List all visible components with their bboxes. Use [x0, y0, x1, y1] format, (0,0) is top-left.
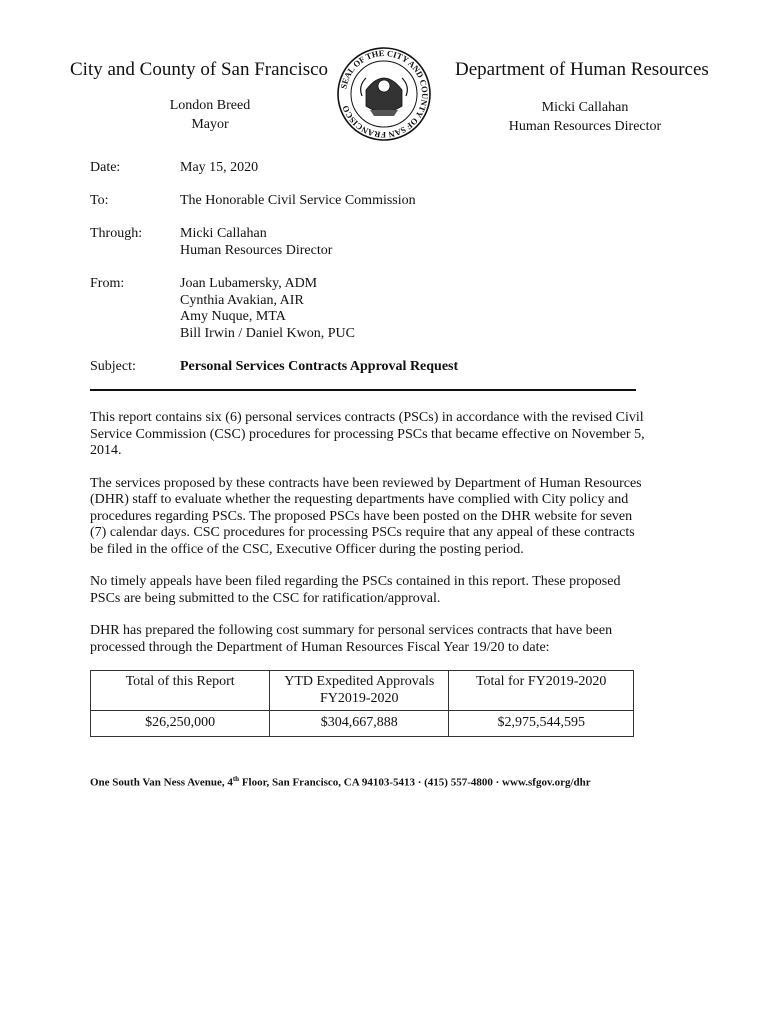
department-heading: Department of Human Resources — [455, 59, 709, 80]
cost-summary-table — [90, 670, 634, 737]
mayor-block — [140, 96, 280, 134]
footer-address — [90, 775, 591, 789]
table-cell-ytd-expedited: $304,667,888 — [270, 711, 449, 737]
table-row — [91, 711, 634, 737]
through-value — [180, 226, 332, 259]
body-paragraph: No timely appeals have been filed regarding the PSCs contained in this report. These proposed PSCs are being submitted to the CSC for ratification/approval. — [90, 574, 621, 606]
memo-body — [90, 410, 646, 672]
footer-ordinal-suffix: th — [232, 775, 240, 783]
table-cell-fy-total: $2,975,544,595 — [449, 711, 634, 737]
subject-label: Subject: — [90, 359, 136, 374]
memo-from-row — [90, 276, 650, 342]
subject-value: Personal Services Contracts Approval Request — [180, 359, 459, 374]
to-label: To: — [90, 193, 109, 208]
director-name: Micki Callahan — [541, 100, 629, 115]
column-header-line: Total of this Report — [125, 674, 235, 689]
from-label: From: — [90, 276, 125, 291]
from-line: Cynthia Avakian, AIR — [180, 292, 304, 308]
table-header-row — [91, 671, 634, 711]
mayor-name: London Breed — [169, 98, 251, 113]
to-value: The Honorable Civil Service Commission — [180, 193, 416, 208]
memo-subject-row — [90, 359, 650, 375]
footer-address-start: One South Van Ness Avenue, 4 — [90, 776, 233, 789]
through-label: Through: — [90, 226, 143, 241]
footer-address-end: Floor, San Francisco, CA 94103-5413 · (415) 557-4800 · www.sfgov.org/dhr — [239, 776, 591, 789]
memo-to-row — [90, 193, 650, 209]
mayor-title: Mayor — [191, 117, 229, 132]
city-seal-logo — [336, 46, 432, 142]
body-paragraph: DHR has prepared the following cost summary for personal services contracts that have been processed through the Department of Human Resources Fiscal Year 19/20 to date: — [90, 623, 613, 655]
column-header-line: YTD Expedited Approvals — [284, 674, 435, 689]
column-header-report-total — [91, 671, 270, 711]
column-header-line: FY2019-2020 — [320, 690, 399, 706]
date-label: Date: — [90, 160, 121, 175]
director-title: Human Resources Director — [508, 119, 662, 134]
from-line: Amy Nuque, MTA — [180, 309, 286, 324]
table-cell-report-total: $26,250,000 — [91, 711, 270, 737]
header-divider — [90, 389, 636, 391]
memo-header — [90, 160, 650, 392]
city-heading: City and County of San Francisco — [70, 59, 329, 80]
from-value — [180, 276, 355, 342]
memo-through-row — [90, 226, 650, 259]
director-block — [485, 98, 685, 136]
from-line: Joan Lubamersky, ADM — [180, 276, 318, 291]
memo-date-row — [90, 160, 650, 176]
column-header-ytd-expedited — [270, 671, 449, 711]
column-header-line: Total for FY2019-2020 — [475, 674, 607, 689]
date-value: May 15, 2020 — [180, 160, 259, 175]
through-title: Human Resources Director — [180, 242, 333, 258]
body-paragraph: This report contains six (6) personal services contracts (PSCs) in accordance with the revised Civil Service Commission (CSC) procedures for processing PSCs that became effective on November 5, 2014. — [90, 410, 645, 458]
through-name: Micki Callahan — [180, 226, 267, 241]
from-line: Bill Irwin / Daniel Kwon, PUC — [180, 325, 355, 341]
seal-ring-text: SEAL OF THE CITY AND COUNTY OF SAN FRANCISCO — [338, 47, 431, 141]
column-header-fy-total — [449, 671, 634, 711]
body-paragraph: The services proposed by these contracts have been reviewed by Department of Human Resources (DHR) staff to evaluate whether the requesting departments have complied with City policy and procedures regarding PSCs. The proposed PSCs have been posted on the DHR website for seven (7) calendar days. CSC procedures for processing PSCs require that any appeal of these contracts be filed in the office of the CSC, Executive Officer during the posting period. — [90, 475, 642, 557]
